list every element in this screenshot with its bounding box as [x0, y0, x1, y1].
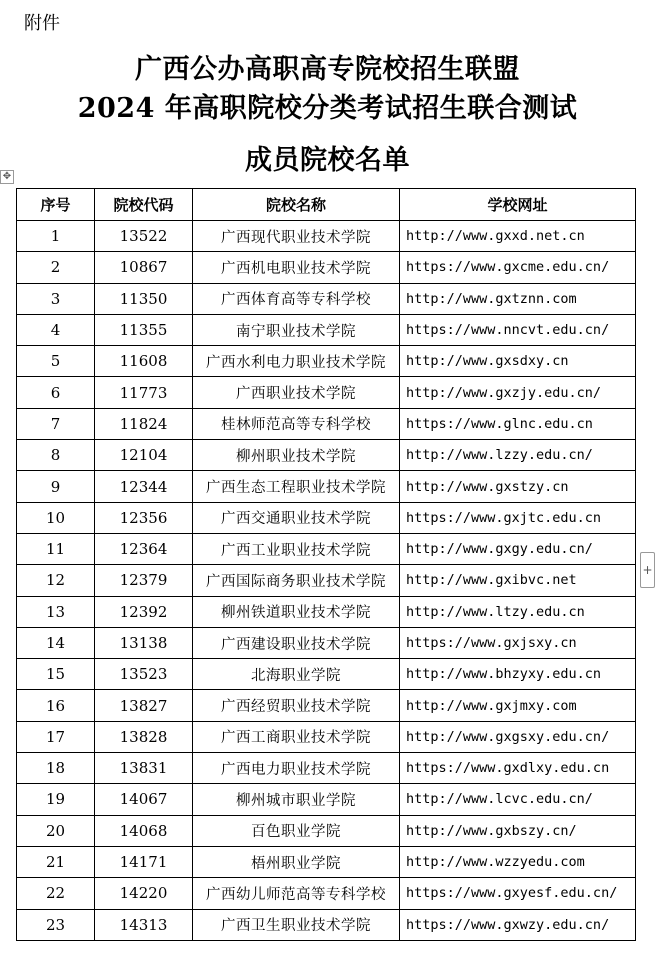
header-index: 序号 [17, 189, 95, 221]
row-school-name: 广西工业职业技术学院 [193, 533, 400, 564]
row-index: 11 [17, 533, 95, 564]
row-school-name: 广西职业技术学院 [193, 377, 400, 408]
row-school-url[interactable]: http://www.gxsdxy.cn [400, 346, 636, 377]
table-row [17, 502, 636, 533]
row-school-name: 广西电力职业技术学院 [193, 753, 400, 784]
table-row [17, 221, 636, 252]
row-school-url[interactable]: http://www.gxjmxy.com [400, 690, 636, 721]
row-school-name: 广西体育高等专科学校 [193, 283, 400, 314]
table-header-row [17, 189, 636, 221]
row-code: 13831 [95, 753, 193, 784]
row-school-name: 百色职业学院 [193, 815, 400, 846]
row-code: 11350 [95, 283, 193, 314]
header-code: 院校代码 [95, 189, 193, 221]
table-row [17, 283, 636, 314]
row-code: 13827 [95, 690, 193, 721]
row-school-url[interactable]: https://www.glnc.edu.cn [400, 408, 636, 439]
title-line-3: 成员院校名单 [245, 145, 410, 176]
table-row [17, 565, 636, 596]
row-index: 6 [17, 377, 95, 408]
row-code: 12344 [95, 471, 193, 502]
row-school-url[interactable]: http://www.lzzy.edu.cn/ [400, 440, 636, 471]
table-move-handle-icon[interactable]: ✥ [0, 170, 14, 184]
row-code: 13522 [95, 221, 193, 252]
row-code: 14171 [95, 846, 193, 877]
row-index: 4 [17, 314, 95, 345]
table-row [17, 377, 636, 408]
row-code: 12392 [95, 596, 193, 627]
row-school-url[interactable]: http://www.gxxd.net.cn [400, 221, 636, 252]
table-row [17, 471, 636, 502]
row-index: 21 [17, 846, 95, 877]
row-school-name: 桂林师范高等专科学校 [193, 408, 400, 439]
row-school-url[interactable]: https://www.gxyesf.edu.cn/ [400, 878, 636, 909]
row-index: 8 [17, 440, 95, 471]
table-row [17, 346, 636, 377]
table-row [17, 878, 636, 909]
row-school-name: 广西国际商务职业技术学院 [193, 565, 400, 596]
row-index: 18 [17, 753, 95, 784]
row-school-name: 柳州职业技术学院 [193, 440, 400, 471]
title-line-1: 广西公办高职高专院校招生联盟 [135, 54, 520, 85]
row-school-url[interactable]: https://www.gxdlxy.edu.cn [400, 753, 636, 784]
row-school-url[interactable]: https://www.gxcme.edu.cn/ [400, 252, 636, 283]
row-school-url[interactable]: http://www.gxgsxy.edu.cn/ [400, 721, 636, 752]
row-index: 10 [17, 502, 95, 533]
title-line-2: 2024 年高职院校分类考试招生联合测试 [77, 93, 578, 124]
table-row [17, 721, 636, 752]
row-index: 3 [17, 283, 95, 314]
row-code: 12104 [95, 440, 193, 471]
row-code: 11773 [95, 377, 193, 408]
attachment-label: 附件 [24, 13, 60, 34]
table-row [17, 815, 636, 846]
row-school-name: 广西经贸职业技术学院 [193, 690, 400, 721]
row-school-url[interactable]: https://www.gxjtc.edu.cn [400, 502, 636, 533]
add-column-icon[interactable]: + [640, 552, 655, 588]
row-index: 15 [17, 659, 95, 690]
row-code: 11355 [95, 314, 193, 345]
row-school-url[interactable]: https://www.gxwzy.edu.cn/ [400, 909, 636, 940]
table-row [17, 627, 636, 658]
row-code: 14068 [95, 815, 193, 846]
member-table [16, 188, 636, 941]
row-index: 2 [17, 252, 95, 283]
row-school-url[interactable]: http://www.gxgy.edu.cn/ [400, 533, 636, 564]
row-code: 13523 [95, 659, 193, 690]
table-row [17, 252, 636, 283]
row-school-url[interactable]: http://www.ltzy.edu.cn [400, 596, 636, 627]
row-index: 23 [17, 909, 95, 940]
table-row [17, 408, 636, 439]
row-index: 14 [17, 627, 95, 658]
row-code: 13138 [95, 627, 193, 658]
row-code: 10867 [95, 252, 193, 283]
header-url: 学校网址 [400, 189, 636, 221]
row-school-url[interactable]: http://www.lcvc.edu.cn/ [400, 784, 636, 815]
row-school-url[interactable]: http://www.bhzyxy.edu.cn [400, 659, 636, 690]
row-school-name: 广西现代职业技术学院 [193, 221, 400, 252]
row-index: 12 [17, 565, 95, 596]
table-row [17, 846, 636, 877]
row-school-url[interactable]: https://www.nncvt.edu.cn/ [400, 314, 636, 345]
row-school-name: 广西卫生职业技术学院 [193, 909, 400, 940]
row-code: 12364 [95, 533, 193, 564]
table-row [17, 659, 636, 690]
row-index: 19 [17, 784, 95, 815]
header-name: 院校名称 [193, 189, 400, 221]
row-school-name: 北海职业学院 [193, 659, 400, 690]
row-school-name: 广西幼儿师范高等专科学校 [193, 878, 400, 909]
row-school-name: 梧州职业学院 [193, 846, 400, 877]
table-row [17, 690, 636, 721]
table-row [17, 909, 636, 940]
row-index: 17 [17, 721, 95, 752]
row-code: 14313 [95, 909, 193, 940]
table-row [17, 753, 636, 784]
row-code: 11824 [95, 408, 193, 439]
row-school-name: 广西工商职业技术学院 [193, 721, 400, 752]
table-row [17, 784, 636, 815]
row-code: 12379 [95, 565, 193, 596]
row-index: 1 [17, 221, 95, 252]
row-school-url[interactable]: https://www.gxjsxy.cn [400, 627, 636, 658]
row-school-url[interactable]: http://www.gxtznn.com [400, 283, 636, 314]
row-school-name: 柳州城市职业学院 [193, 784, 400, 815]
row-school-name: 南宁职业技术学院 [193, 314, 400, 345]
row-school-url[interactable]: http://www.gxibvc.net [400, 565, 636, 596]
row-school-name: 广西生态工程职业技术学院 [193, 471, 400, 502]
table-row [17, 314, 636, 345]
row-school-url[interactable]: http://www.gxbszy.cn/ [400, 815, 636, 846]
row-code: 14220 [95, 878, 193, 909]
row-index: 22 [17, 878, 95, 909]
row-code: 13828 [95, 721, 193, 752]
table-row [17, 596, 636, 627]
row-index: 16 [17, 690, 95, 721]
table-row [17, 533, 636, 564]
row-code: 11608 [95, 346, 193, 377]
row-school-name: 广西建设职业技术学院 [193, 627, 400, 658]
row-school-name: 广西水利电力职业技术学院 [193, 346, 400, 377]
row-code: 12356 [95, 502, 193, 533]
row-index: 13 [17, 596, 95, 627]
row-index: 20 [17, 815, 95, 846]
row-school-url[interactable]: http://www.wzzyedu.com [400, 846, 636, 877]
row-school-url[interactable]: http://www.gxstzy.cn [400, 471, 636, 502]
row-school-url[interactable]: http://www.gxzjy.edu.cn/ [400, 377, 636, 408]
row-school-name: 广西机电职业技术学院 [193, 252, 400, 283]
row-index: 7 [17, 408, 95, 439]
row-code: 14067 [95, 784, 193, 815]
row-index: 9 [17, 471, 95, 502]
row-school-name: 广西交通职业技术学院 [193, 502, 400, 533]
row-school-name: 柳州铁道职业技术学院 [193, 596, 400, 627]
row-index: 5 [17, 346, 95, 377]
table-row [17, 440, 636, 471]
